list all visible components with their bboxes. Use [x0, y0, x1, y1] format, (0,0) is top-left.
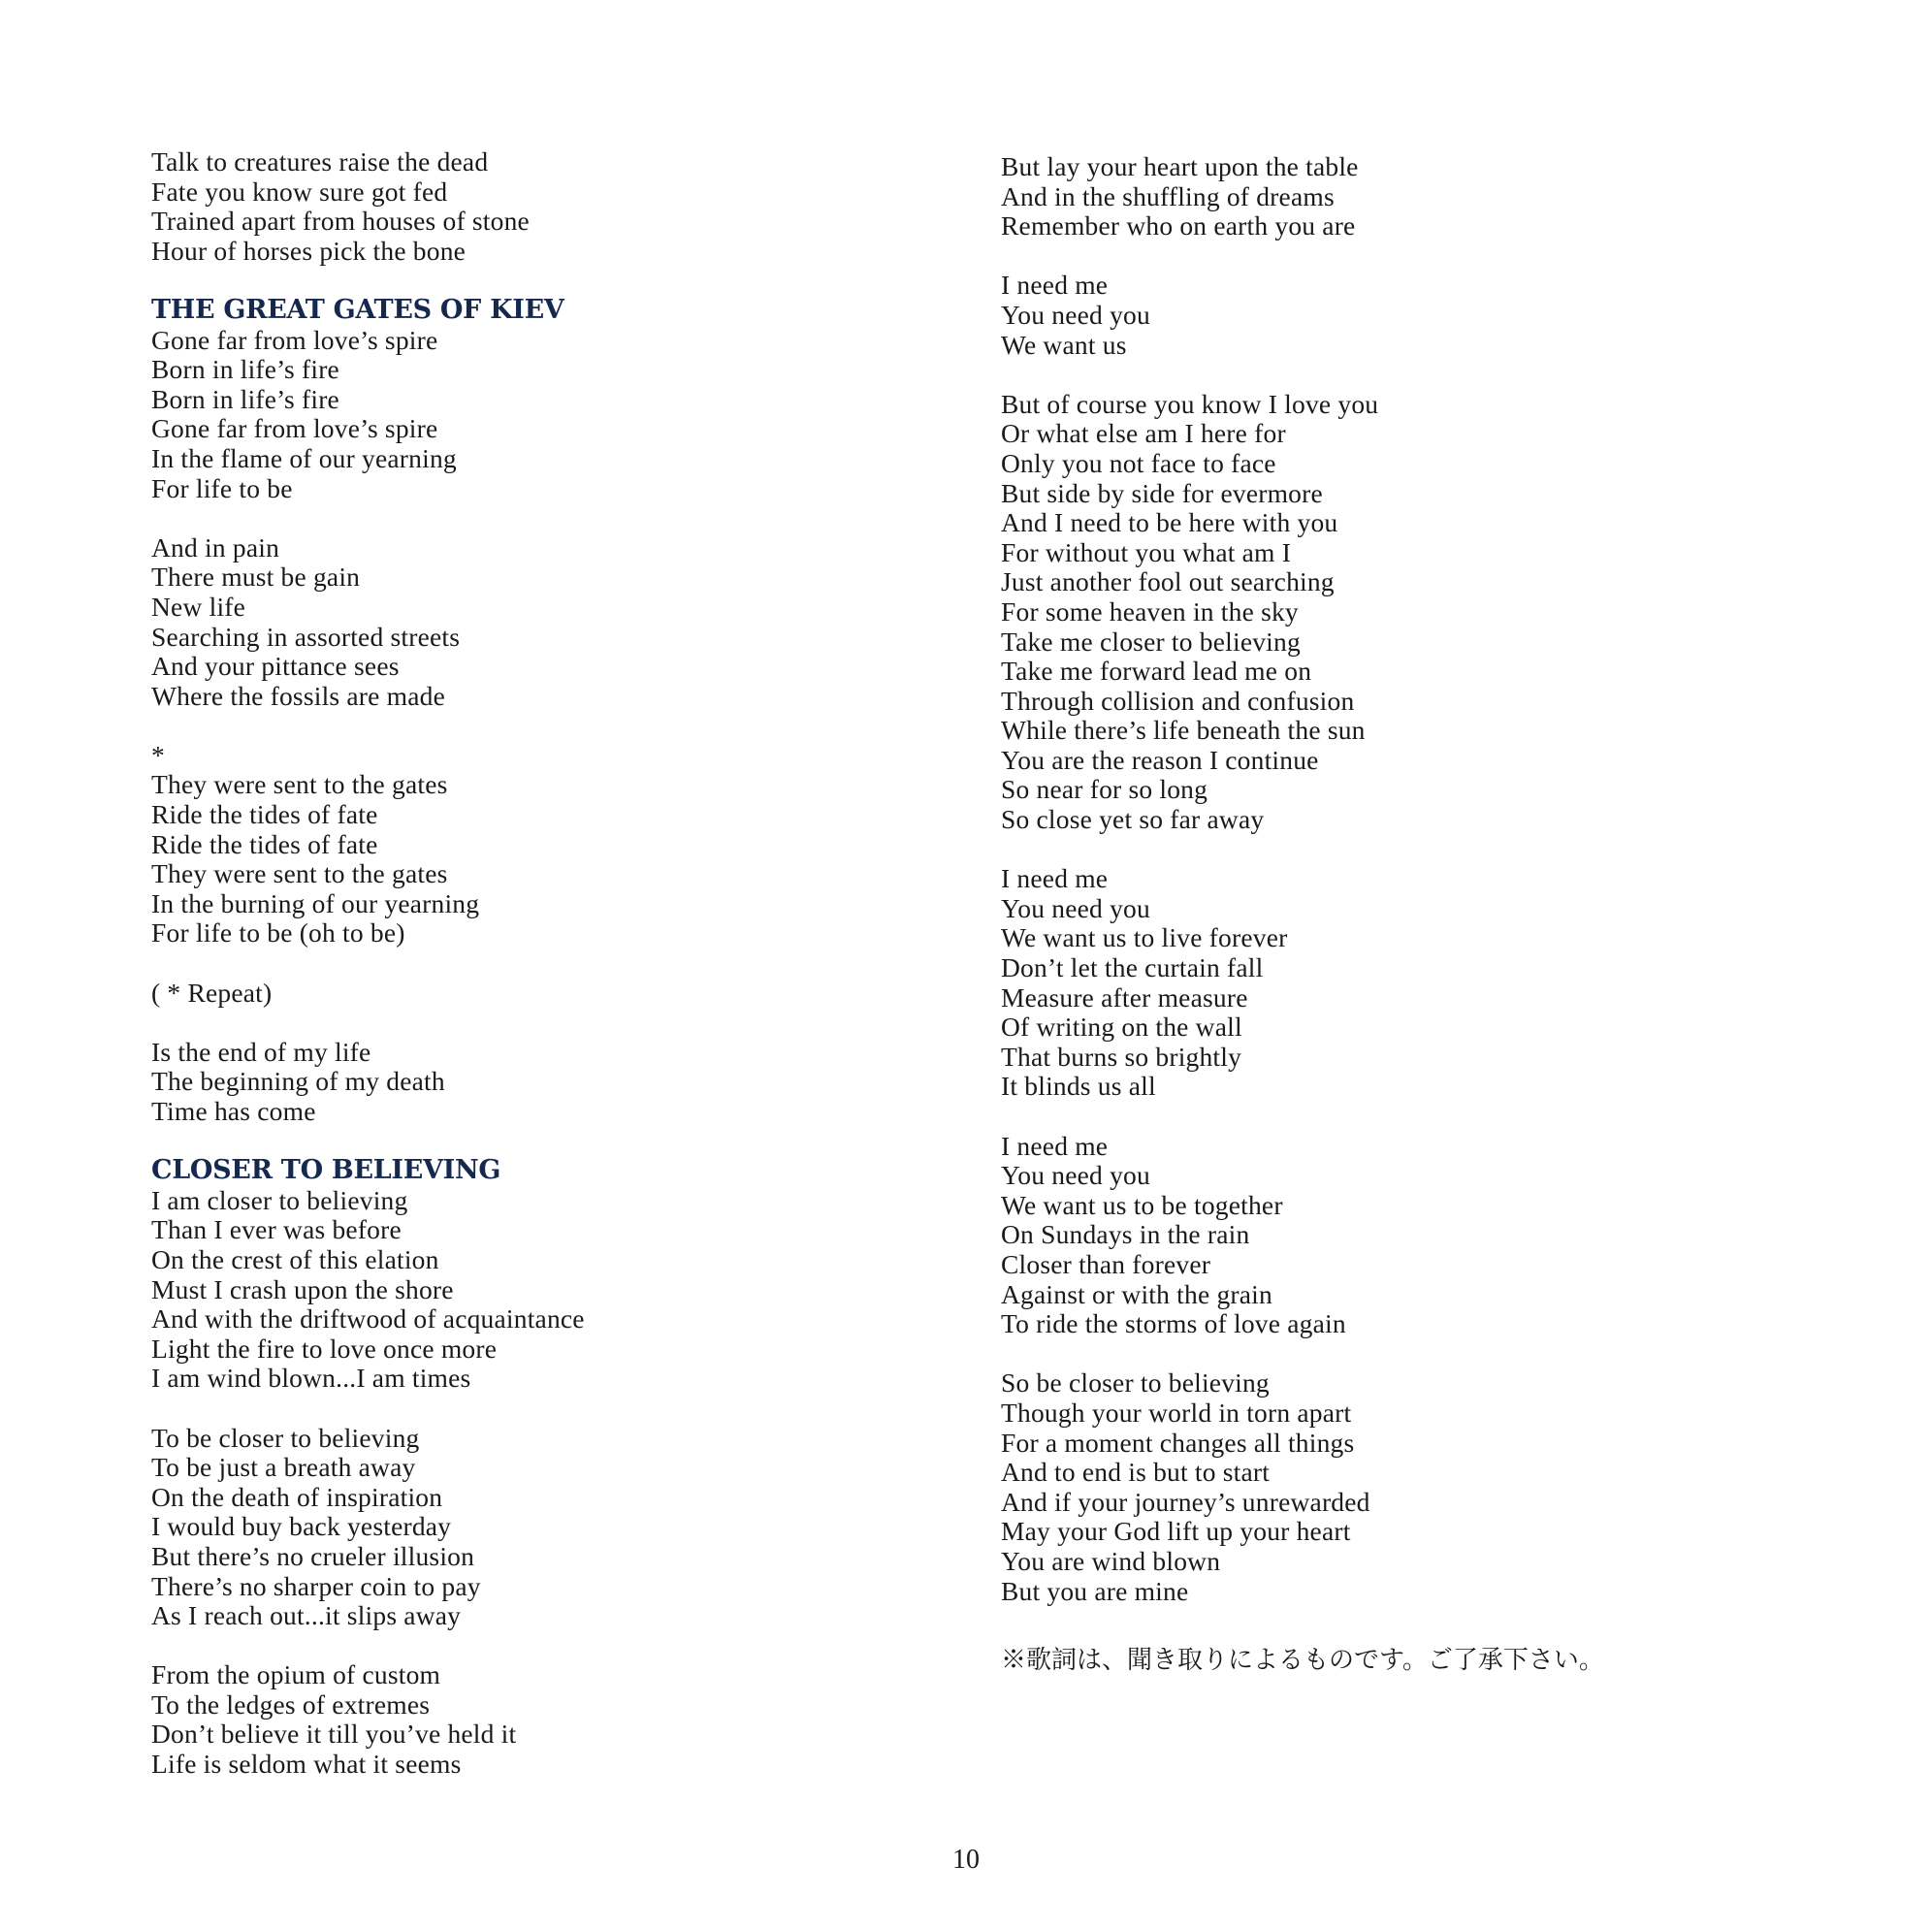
left-lyrics-column — [151, 147, 830, 1780]
lyric-line: So near for so long — [1001, 774, 1208, 805]
lyric-line: I am wind blown...I am times — [151, 1363, 471, 1394]
lyrics-stanza — [1001, 1132, 1757, 1339]
lyrics-stanza — [151, 741, 830, 948]
lyric-line: Born in life’s fire — [151, 383, 339, 414]
lyrics-stanza — [1001, 864, 1757, 1102]
lyric-line: But you are mine — [1001, 1575, 1189, 1606]
lyric-line: The beginning of my death — [151, 1066, 445, 1097]
chorus-marker: * — [151, 739, 165, 770]
lyrics-stanza — [151, 1186, 830, 1394]
lyrics-stanza — [1001, 1368, 1757, 1606]
lyric-line: Don’t let the curtain fall — [1001, 952, 1264, 983]
lyric-line: Of writing on the wall — [1001, 1012, 1242, 1043]
lyric-line: Talk to creatures raise the dead — [151, 146, 489, 177]
lyric-line: You need you — [1001, 299, 1150, 330]
lyric-line: To be closer to believing — [151, 1422, 420, 1453]
lyric-line: Measure after measure — [1001, 981, 1248, 1013]
lyric-line: Fate you know sure got fed — [151, 176, 448, 207]
lyric-line: You need you — [1001, 892, 1150, 923]
lyric-line: Only you not face to face — [1001, 447, 1276, 478]
lyric-line: New life — [151, 591, 246, 622]
lyric-line: Must I crash upon the shore — [151, 1273, 454, 1304]
right-lyrics-column — [1001, 152, 1757, 1675]
lyric-line: So be closer to believing — [1001, 1367, 1270, 1399]
lyric-line: Than I ever was before — [151, 1214, 402, 1245]
lyric-line: But lay your heart upon the table — [1001, 151, 1359, 181]
lyrics-stanza — [151, 533, 830, 712]
lyric-line: Just another fool out searching — [1001, 566, 1335, 597]
lyric-line: For without you what am I — [1001, 536, 1292, 567]
lyric-line: While there’s life beneath the sun — [1001, 715, 1366, 746]
lyric-line: And with the driftwood of acquaintance — [151, 1303, 585, 1334]
lyrics-stanza — [151, 326, 830, 504]
lyric-line: Light the fire to love once more — [151, 1333, 498, 1364]
lyric-line: Ride the tides of fate — [151, 828, 378, 859]
lyrics-stanza — [151, 1424, 830, 1631]
lyrics-stanza — [1001, 152, 1757, 241]
song-title-closer: CLOSER TO BELIEVING — [151, 1155, 501, 1186]
lyric-line: I would buy back yesterday — [151, 1511, 452, 1542]
lyric-line: They were sent to the gates — [151, 769, 448, 800]
lyric-line: Life is seldom what it seems — [151, 1749, 462, 1780]
lyric-line: To the ledges of extremes — [151, 1688, 431, 1720]
repeat-note: ( * Repeat) — [151, 977, 273, 1008]
lyrics-stanza — [151, 147, 830, 266]
lyric-line: Gone far from love’s spire — [151, 413, 438, 444]
lyric-line: And I need to be here with you — [1001, 507, 1338, 538]
lyric-line: Against or with the grain — [1001, 1278, 1272, 1309]
lyric-line: We want us to live forever — [1001, 922, 1288, 953]
lyric-line: For life to be — [151, 472, 293, 503]
lyric-line: Where the fossils are made — [151, 680, 445, 711]
lyric-line: Searching in assorted streets — [151, 621, 461, 652]
lyric-line: Or what else am I here for — [1001, 418, 1286, 449]
lyric-line: And your pittance sees — [151, 651, 400, 682]
lyric-line: But there’s no crueler illusion — [151, 1540, 475, 1571]
lyric-line: To ride the storms of love again — [1001, 1308, 1346, 1339]
lyric-line: They were sent to the gates — [151, 858, 448, 889]
lyric-line: May your God lift up your heart — [1001, 1516, 1351, 1547]
lyric-line: Hour of horses pick the bone — [151, 235, 467, 266]
lyrics-stanza — [151, 1038, 830, 1127]
lyric-line: I need me — [1001, 270, 1109, 301]
japanese-note: ※歌詞は、聞き取りによるものです。ご了承下さい。 — [1001, 1645, 1604, 1674]
lyric-line: Is the end of my life — [151, 1036, 371, 1067]
lyric-line: You are wind blown — [1001, 1545, 1221, 1576]
lyric-line: There must be gain — [151, 562, 361, 593]
lyric-line: But side by side for evermore — [1001, 477, 1323, 508]
lyric-line: On the crest of this elation — [151, 1243, 439, 1274]
lyrics-stanza — [151, 1660, 830, 1779]
lyric-line: So close yet so far away — [1001, 804, 1265, 835]
lyric-line: And to end is but to start — [1001, 1457, 1271, 1488]
lyric-line: As I reach out...it slips away — [151, 1600, 462, 1631]
lyric-line: On Sundays in the rain — [1001, 1219, 1250, 1250]
lyric-line: That burns so brightly — [1001, 1041, 1242, 1072]
lyrics-stanza — [1001, 390, 1757, 835]
lyric-line: For life to be (oh to be) — [151, 917, 405, 948]
lyric-line: And in pain — [151, 531, 280, 563]
lyric-line: In the burning of our yearning — [151, 887, 480, 918]
lyric-line: For some heaven in the sky — [1001, 595, 1299, 627]
lyric-line: Don’t believe it till you’ve held it — [151, 1719, 517, 1750]
lyric-line: It blinds us all — [1001, 1071, 1156, 1102]
song-title-kiev: THE GREAT GATES OF KIEV — [151, 294, 564, 325]
lyric-line: Take me closer to believing — [1001, 626, 1301, 657]
lyric-line: To be just a breath away — [151, 1452, 416, 1483]
lyrics-stanza — [1001, 271, 1757, 360]
page-number: 10 — [952, 1845, 980, 1875]
lyric-line: There’s no sharper coin to pay — [151, 1570, 481, 1601]
lyric-line: We want us — [1001, 329, 1127, 360]
lyric-line: From the opium of custom — [151, 1659, 441, 1690]
lyric-line: And in the shuffling of dreams — [1001, 180, 1335, 211]
lyric-line: Remember who on earth you are — [1001, 210, 1356, 241]
lyric-line: In the flame of our yearning — [151, 442, 457, 473]
lyric-line: You need you — [1001, 1160, 1150, 1191]
lyric-line: Time has come — [151, 1096, 316, 1126]
lyric-line: Gone far from love’s spire — [151, 324, 438, 355]
lyric-line: But of course you know I love you — [1001, 388, 1379, 419]
lyric-line: Ride the tides of fate — [151, 799, 378, 830]
lyric-line: You are the reason I continue — [1001, 744, 1319, 775]
lyric-line: Closer than forever — [1001, 1248, 1211, 1279]
lyric-line: We want us to be together — [1001, 1189, 1283, 1220]
lyric-line: I need me — [1001, 863, 1109, 894]
lyric-line: And if your journey’s unrewarded — [1001, 1486, 1370, 1517]
lyric-line: I need me — [1001, 1130, 1109, 1161]
lyric-line: On the death of inspiration — [151, 1481, 443, 1512]
lyric-line: Take me forward lead me on — [1001, 656, 1312, 687]
lyric-line: I am closer to believing — [151, 1184, 408, 1215]
lyric-line: Through collision and confusion — [1001, 685, 1355, 716]
lyric-line: For a moment changes all things — [1001, 1427, 1355, 1458]
lyric-line: Born in life’s fire — [151, 354, 339, 385]
lyric-line: Trained apart from houses of stone — [151, 206, 530, 237]
lyric-line: Though your world in torn apart — [1001, 1397, 1352, 1428]
